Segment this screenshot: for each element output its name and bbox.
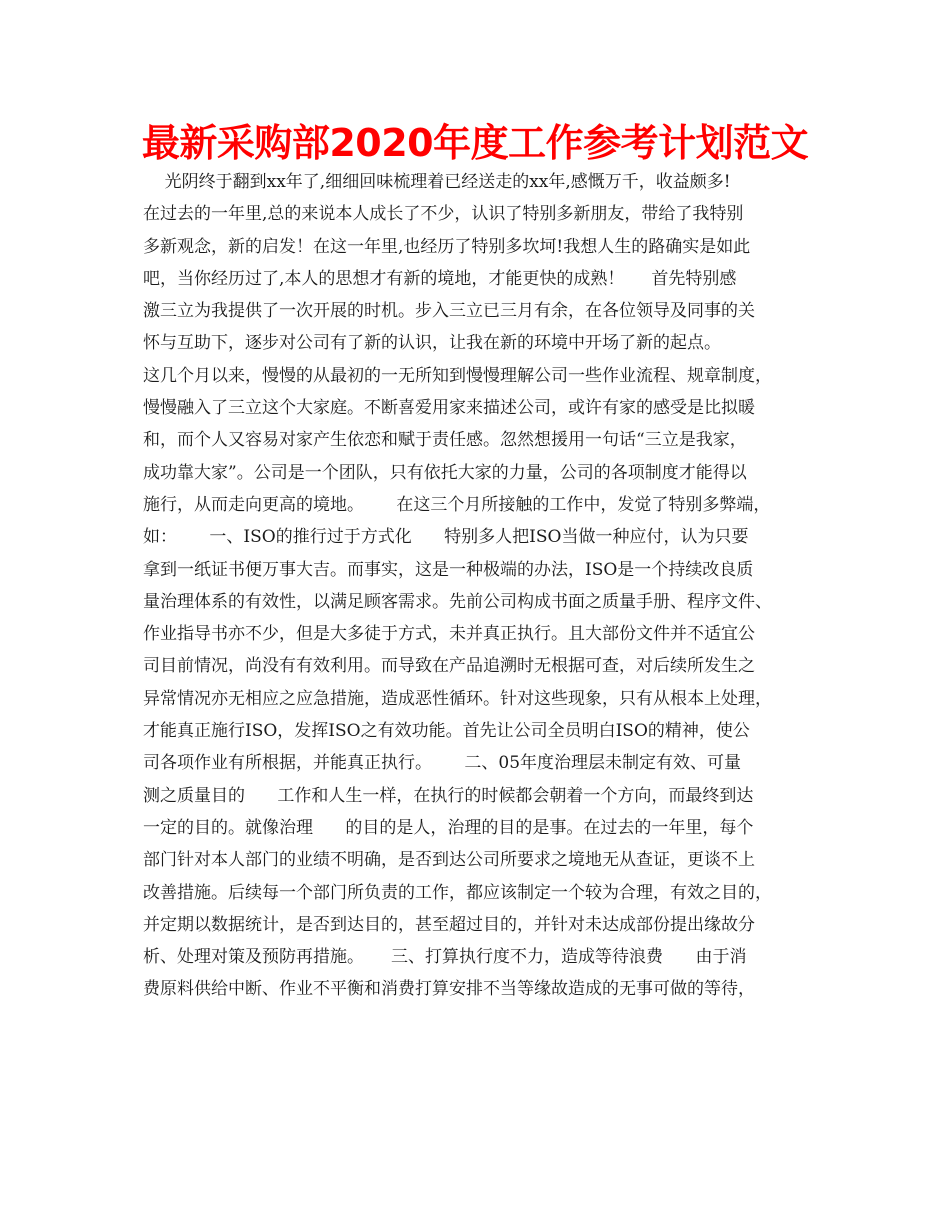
- document-title: 最新采购部2020年度工作参考计划范文: [141, 121, 809, 165]
- body-text-line: 一定的目的。就像治理 的目的是人，治理的目的是事。在过去的一年里，每个: [143, 817, 754, 838]
- body-text-line: 施行，从而走向更高的境地。 在这三个月所接触的工作中，发觉了特别多弊端，: [143, 494, 771, 515]
- body-text-line: 和，而个人又容易对家产生依恋和赋于责任感。忽然想援用一句话“三立是我家，: [143, 430, 747, 451]
- body-text-line: 光阴终于翻到xx年了,细细回味梳理着已经送走的xx年,感慨万千，收益颇多!: [143, 172, 731, 192]
- body-text-line: 异常情况亦无相应之应急措施，造成恶性循环。针对这些现象，只有从根本上处理，: [143, 688, 772, 709]
- document-body: [143, 166, 823, 1006]
- body-text-line: 吧，当你经历过了,本人的思想才有新的境地，才能更快的成熟！ 首先特别感: [143, 268, 737, 289]
- body-text-line: 部门针对本人部门的业绩不明确，是否到达公司所要求之境地无从查证，更谈不上: [143, 850, 755, 871]
- body-text-line: 慢慢融入了三立这个大家庭。不断喜爱用家来描述公司，或许有家的感受是比拟暖: [143, 398, 755, 419]
- body-text-line: 改善措施。后续每一个部门所负责的工作，都应该制定一个较为合理，有效之目的，: [143, 882, 772, 903]
- body-text-line: 怀与互助下，逐步对公司有了新的认识，让我在新的环境中开场了新的起点。: [143, 333, 721, 354]
- body-text-line: 如： 一、ISO的推行过于方式化 特别多人把ISO当做一种应付，认为只要: [143, 527, 749, 548]
- body-text-line: 才能真正施行ISO，发挥ISO之有效功能。首先让公司全员明白ISO的精神，使公: [143, 721, 750, 742]
- body-text-line: 拿到一纸证书便万事大吉。而事实，这是一种极端的办法，ISO是一个持续改良质: [143, 559, 754, 580]
- body-text-line: 测之质量目的 工作和人生一样，在执行的时候都会朝着一个方向，而最终到达: [143, 785, 754, 806]
- body-text-line: 作业指导书亦不少，但是大多徒于方式，未并真正执行。且大部份文件并不适宜公: [143, 624, 755, 645]
- body-text-line: 费原料供给中断、作业不平衡和消费打算安排不当等缘故造成的无事可做的等待，: [143, 979, 755, 1000]
- body-text-line: 司目前情况，尚没有有效利用。而导致在产品追溯时无根据可查，对后续所发生之: [143, 656, 755, 677]
- body-text-line: 这几个月以来，慢慢的从最初的一无所知到慢慢理解公司一些作业流程、规章制度，: [143, 365, 772, 386]
- body-text-line: 成功靠大家”。公司是一个团队，只有依托大家的力量，公司的各项制度才能得以: [143, 462, 747, 483]
- body-text-line: 析、处理对策及预防再措施。 三、打算执行度不力，造成等待浪费 由于消: [143, 947, 747, 968]
- body-text-line: 在过去的一年里,总的来说本人成长了不少，认识了特别多新朋友，带给了我特别: [143, 204, 744, 225]
- body-text-line: 司各项作业有所根据，并能真正执行。 二、05年度治理层未制定有效、可量: [143, 753, 742, 774]
- body-text-line: 并定期以数据统计，是否到达目的，甚至超过目的，并针对未达成部份提出缘故分: [143, 914, 755, 935]
- body-text-line: 多新观念，新的启发！在这一年里,也经历了特别多坎坷!我想人生的路确实是如此: [143, 236, 751, 257]
- body-text-line: 激三立为我提供了一次开展的时机。步入三立已三月有余，在各位领导及同事的关: [143, 301, 755, 322]
- body-text-line: 量治理体系的有效性，以满足顾客需求。先前公司构成书面之质量手册、程序文件、: [143, 591, 772, 612]
